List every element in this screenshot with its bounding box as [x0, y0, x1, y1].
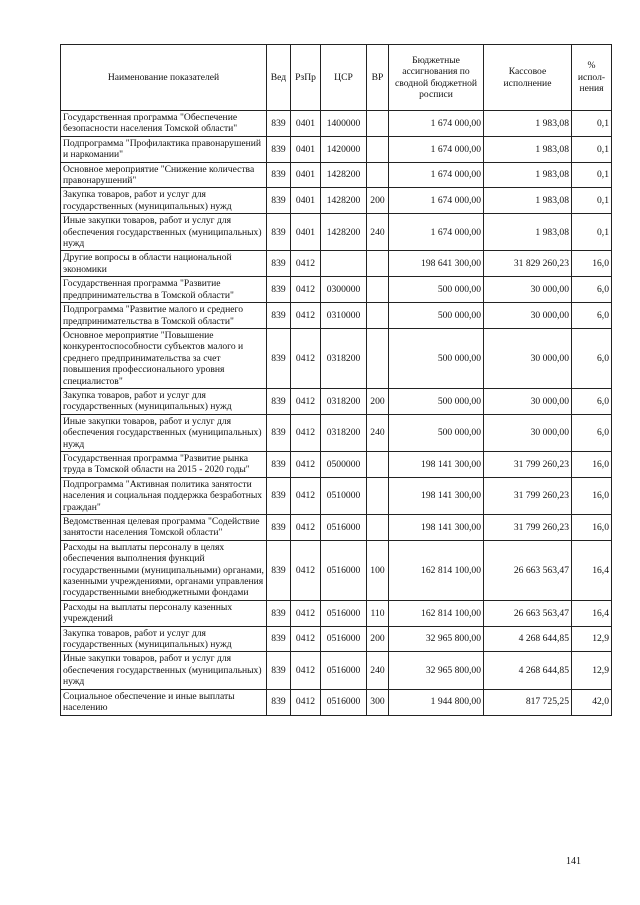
cell-assignments: 500 000,00 [389, 414, 484, 451]
cell-name: Подпрограмма "Развитие малого и среднего предпринимательства в Томской области" [61, 303, 267, 329]
table-row [61, 111, 612, 137]
cell-rzpr: 0412 [291, 251, 321, 277]
cell-percent: 12,9 [572, 652, 612, 689]
table-row [61, 388, 612, 414]
cell-cash-execution: 26 663 563,47 [484, 540, 572, 600]
cell-csr: 1428200 [321, 162, 367, 188]
cell-rzpr: 0401 [291, 111, 321, 137]
cell-ved: 839 [267, 214, 291, 251]
cell-name: Государственная программа "Развитие рынка труда в Томской области на 2015 - 2020 годы" [61, 451, 267, 477]
cell-assignments: 198 641 300,00 [389, 251, 484, 277]
cell-rzpr: 0412 [291, 600, 321, 626]
cell-vr: 240 [367, 652, 389, 689]
cell-csr: 0516000 [321, 689, 367, 715]
cell-assignments: 500 000,00 [389, 277, 484, 303]
cell-cash-execution: 817 725,25 [484, 689, 572, 715]
cell-vr [367, 451, 389, 477]
cell-csr: 0516000 [321, 626, 367, 652]
cell-ved: 839 [267, 328, 291, 388]
cell-rzpr: 0412 [291, 451, 321, 477]
cell-rzpr: 0401 [291, 162, 321, 188]
table-row [61, 414, 612, 451]
cell-cash-execution: 1 983,08 [484, 162, 572, 188]
cell-csr [321, 251, 367, 277]
cell-vr: 240 [367, 414, 389, 451]
cell-percent: 16,0 [572, 451, 612, 477]
cell-vr: 200 [367, 626, 389, 652]
cell-name: Подпрограмма "Активная политика занятости населения и социальная поддержка безработных граждан" [61, 477, 267, 514]
cell-cash-execution: 1 983,08 [484, 214, 572, 251]
cell-rzpr: 0412 [291, 626, 321, 652]
cell-name: Ведомственная целевая программа "Содействие занятости населения Томской области" [61, 515, 267, 541]
cell-ved: 839 [267, 451, 291, 477]
table-row [61, 477, 612, 514]
table-row [61, 162, 612, 188]
cell-cash-execution: 30 000,00 [484, 303, 572, 329]
header-assignments: Бюджетные ассигнования по сводной бюджетной росписи [389, 45, 484, 111]
cell-ved: 839 [267, 414, 291, 451]
cell-assignments: 162 814 100,00 [389, 540, 484, 600]
table-row [61, 328, 612, 388]
cell-vr: 100 [367, 540, 389, 600]
cell-name: Закупка товаров, работ и услуг для государственных (муниципальных) нужд [61, 626, 267, 652]
cell-ved: 839 [267, 689, 291, 715]
cell-rzpr: 0412 [291, 328, 321, 388]
cell-assignments: 500 000,00 [389, 328, 484, 388]
cell-csr: 0510000 [321, 477, 367, 514]
cell-percent: 12,9 [572, 626, 612, 652]
cell-ved: 839 [267, 303, 291, 329]
cell-name: Иные закупки товаров, работ и услуг для обеспечения государственных (муниципальных) нужд [61, 214, 267, 251]
cell-name: Расходы на выплаты персоналу в целях обеспечения выполнения функций государственными (муниципальными) органами, казенными учреждениями, органами управления государственными внебюджетными фондами [61, 540, 267, 600]
cell-csr: 0516000 [321, 652, 367, 689]
cell-name: Иные закупки товаров, работ и услуг для обеспечения государственных (муниципальных) нужд [61, 652, 267, 689]
cell-percent: 6,0 [572, 414, 612, 451]
cell-percent: 42,0 [572, 689, 612, 715]
cell-ved: 839 [267, 277, 291, 303]
table-row [61, 188, 612, 214]
budget-table [60, 44, 612, 716]
table-row [61, 277, 612, 303]
cell-csr: 0500000 [321, 451, 367, 477]
cell-assignments: 500 000,00 [389, 303, 484, 329]
cell-rzpr: 0401 [291, 214, 321, 251]
cell-percent: 0,1 [572, 136, 612, 162]
cell-cash-execution: 30 000,00 [484, 414, 572, 451]
cell-assignments: 198 141 300,00 [389, 451, 484, 477]
cell-rzpr: 0412 [291, 689, 321, 715]
cell-name: Основное мероприятие "Повышение конкурентоспособности субъектов малого и среднего предпринимательства за счет повышения профессионального уровня специалистов" [61, 328, 267, 388]
cell-ved: 839 [267, 162, 291, 188]
cell-csr: 0516000 [321, 600, 367, 626]
cell-ved: 839 [267, 515, 291, 541]
cell-cash-execution: 1 983,08 [484, 111, 572, 137]
cell-assignments: 1 944 800,00 [389, 689, 484, 715]
cell-vr: 300 [367, 689, 389, 715]
cell-assignments: 32 965 800,00 [389, 626, 484, 652]
cell-name: Подпрограмма "Профилактика правонарушений и наркомании" [61, 136, 267, 162]
cell-vr: 240 [367, 214, 389, 251]
table-header-row [61, 45, 612, 111]
table-row [61, 540, 612, 600]
cell-ved: 839 [267, 188, 291, 214]
header-cash-execution: Кассовое исполнение [484, 45, 572, 111]
header-vr: ВР [367, 45, 389, 111]
cell-assignments: 32 965 800,00 [389, 652, 484, 689]
cell-ved: 839 [267, 111, 291, 137]
cell-csr: 0318200 [321, 414, 367, 451]
cell-name: Основное мероприятие "Снижение количества правонарушений" [61, 162, 267, 188]
cell-cash-execution: 30 000,00 [484, 388, 572, 414]
table-row [61, 451, 612, 477]
cell-rzpr: 0412 [291, 477, 321, 514]
cell-percent: 6,0 [572, 303, 612, 329]
cell-csr: 0318200 [321, 328, 367, 388]
table-row [61, 689, 612, 715]
header-ved: Вед [267, 45, 291, 111]
cell-percent: 6,0 [572, 277, 612, 303]
table-row [61, 515, 612, 541]
table-row [61, 251, 612, 277]
cell-name: Иные закупки товаров, работ и услуг для обеспечения государственных (муниципальных) нужд [61, 414, 267, 451]
cell-csr: 0300000 [321, 277, 367, 303]
cell-csr: 1420000 [321, 136, 367, 162]
cell-percent: 16,4 [572, 600, 612, 626]
cell-vr [367, 111, 389, 137]
cell-ved: 839 [267, 626, 291, 652]
cell-cash-execution: 30 000,00 [484, 277, 572, 303]
table-row [61, 626, 612, 652]
table-row [61, 600, 612, 626]
cell-cash-execution: 30 000,00 [484, 328, 572, 388]
cell-vr: 200 [367, 388, 389, 414]
cell-name: Другие вопросы в области национальной экономики [61, 251, 267, 277]
cell-cash-execution: 31 799 260,23 [484, 451, 572, 477]
cell-csr: 0516000 [321, 540, 367, 600]
cell-vr [367, 515, 389, 541]
table-body [61, 111, 612, 716]
cell-csr: 1428200 [321, 214, 367, 251]
cell-percent: 16,0 [572, 515, 612, 541]
cell-vr [367, 251, 389, 277]
cell-assignments: 1 674 000,00 [389, 188, 484, 214]
cell-rzpr: 0412 [291, 303, 321, 329]
header-percent: % испол- нения [572, 45, 612, 111]
header-rzpr: РзПр [291, 45, 321, 111]
cell-vr [367, 328, 389, 388]
cell-percent: 16,0 [572, 251, 612, 277]
cell-csr: 0516000 [321, 515, 367, 541]
cell-ved: 839 [267, 600, 291, 626]
cell-rzpr: 0412 [291, 515, 321, 541]
table-row [61, 652, 612, 689]
cell-percent: 0,1 [572, 111, 612, 137]
cell-assignments: 1 674 000,00 [389, 136, 484, 162]
cell-name: Расходы на выплаты персоналу казенных учреждений [61, 600, 267, 626]
cell-ved: 839 [267, 388, 291, 414]
cell-csr: 1428200 [321, 188, 367, 214]
cell-cash-execution: 26 663 563,47 [484, 600, 572, 626]
cell-percent: 16,4 [572, 540, 612, 600]
cell-ved: 839 [267, 652, 291, 689]
cell-cash-execution: 1 983,08 [484, 136, 572, 162]
cell-vr [367, 162, 389, 188]
cell-rzpr: 0412 [291, 277, 321, 303]
cell-cash-execution: 31 799 260,23 [484, 477, 572, 514]
cell-vr [367, 303, 389, 329]
cell-assignments: 198 141 300,00 [389, 515, 484, 541]
cell-name: Закупка товаров, работ и услуг для государственных (муниципальных) нужд [61, 388, 267, 414]
cell-name: Социальное обеспечение и иные выплаты населению [61, 689, 267, 715]
cell-percent: 16,0 [572, 477, 612, 514]
cell-ved: 839 [267, 540, 291, 600]
cell-vr [367, 136, 389, 162]
cell-ved: 839 [267, 136, 291, 162]
cell-percent: 6,0 [572, 388, 612, 414]
cell-rzpr: 0412 [291, 414, 321, 451]
cell-rzpr: 0401 [291, 136, 321, 162]
cell-cash-execution: 31 829 260,23 [484, 251, 572, 277]
cell-percent: 0,1 [572, 188, 612, 214]
cell-name: Закупка товаров, работ и услуг для государственных (муниципальных) нужд [61, 188, 267, 214]
cell-csr: 1400000 [321, 111, 367, 137]
cell-assignments: 1 674 000,00 [389, 162, 484, 188]
cell-rzpr: 0412 [291, 540, 321, 600]
cell-rzpr: 0412 [291, 652, 321, 689]
cell-cash-execution: 4 268 644,85 [484, 626, 572, 652]
cell-name: Государственная программа "Обеспечение безопасности населения Томской области" [61, 111, 267, 137]
cell-assignments: 1 674 000,00 [389, 111, 484, 137]
cell-percent: 0,1 [572, 214, 612, 251]
cell-vr: 110 [367, 600, 389, 626]
cell-cash-execution: 4 268 644,85 [484, 652, 572, 689]
header-csr: ЦСР [321, 45, 367, 111]
cell-csr: 0318200 [321, 388, 367, 414]
cell-csr: 0310000 [321, 303, 367, 329]
header-name: Наименование показателей [61, 45, 267, 111]
cell-assignments: 162 814 100,00 [389, 600, 484, 626]
cell-cash-execution: 31 799 260,23 [484, 515, 572, 541]
cell-rzpr: 0412 [291, 388, 321, 414]
cell-percent: 0,1 [572, 162, 612, 188]
cell-assignments: 500 000,00 [389, 388, 484, 414]
cell-percent: 6,0 [572, 328, 612, 388]
page-number: 141 [566, 856, 581, 867]
cell-rzpr: 0401 [291, 188, 321, 214]
cell-ved: 839 [267, 251, 291, 277]
table-row [61, 214, 612, 251]
cell-vr [367, 277, 389, 303]
cell-cash-execution: 1 983,08 [484, 188, 572, 214]
cell-vr: 200 [367, 188, 389, 214]
cell-assignments: 1 674 000,00 [389, 214, 484, 251]
cell-ved: 839 [267, 477, 291, 514]
table-row [61, 136, 612, 162]
cell-name: Государственная программа "Развитие предпринимательства в Томской области" [61, 277, 267, 303]
cell-assignments: 198 141 300,00 [389, 477, 484, 514]
cell-vr [367, 477, 389, 514]
table-row [61, 303, 612, 329]
